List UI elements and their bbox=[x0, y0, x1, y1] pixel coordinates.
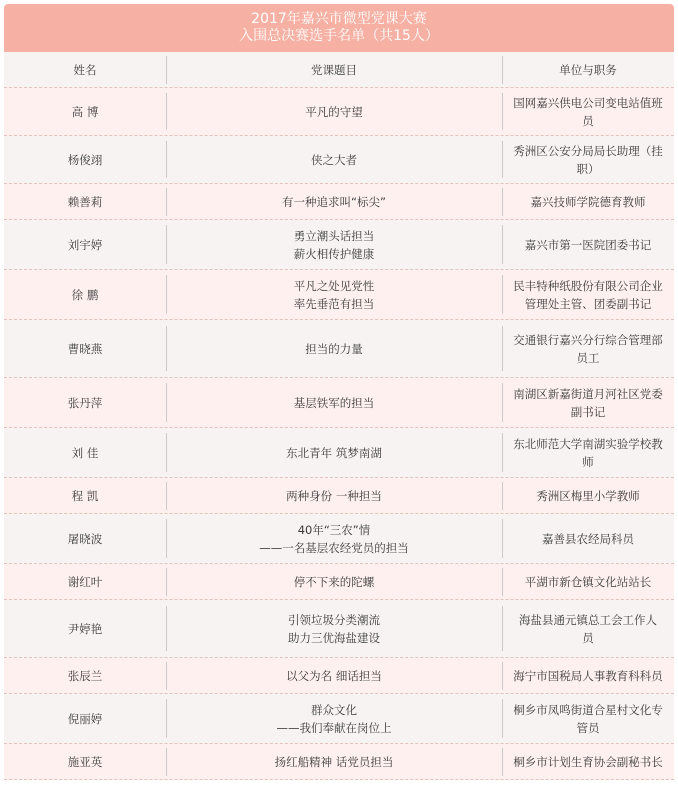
column-divider bbox=[166, 93, 167, 131]
unit-line: 师 bbox=[582, 454, 594, 469]
column-divider bbox=[166, 433, 167, 472]
cell-name: 张辰兰 bbox=[67, 668, 103, 683]
cell-topic bbox=[166, 744, 502, 779]
topic-line: ——我们奉献在岗位上 bbox=[276, 720, 392, 735]
column-divider bbox=[166, 275, 167, 314]
cell-unit bbox=[502, 184, 674, 219]
topic-line: 侠之大者 bbox=[311, 152, 357, 167]
table-row bbox=[4, 514, 674, 564]
table-row bbox=[4, 88, 674, 136]
topic-line: 担当的力量 bbox=[305, 341, 363, 356]
header-topic: 党课题目 bbox=[311, 62, 357, 77]
column-divider bbox=[502, 93, 503, 131]
unit-line: 南湖区新嘉街道月河社区党委 bbox=[513, 386, 663, 401]
table-row bbox=[4, 136, 674, 184]
column-divider bbox=[502, 606, 503, 652]
column-divider bbox=[166, 568, 167, 596]
cell-unit bbox=[502, 378, 674, 427]
cell-unit bbox=[502, 428, 674, 477]
topic-line: ——一名基层农经党员的担当 bbox=[259, 540, 409, 555]
column-divider bbox=[166, 748, 167, 776]
cell-unit bbox=[502, 270, 674, 319]
cell-unit bbox=[502, 478, 674, 513]
table-row bbox=[4, 320, 674, 378]
unit-line: 员 bbox=[582, 630, 594, 645]
topic-line: 两种身份 一种担当 bbox=[286, 488, 382, 503]
column-divider bbox=[166, 141, 167, 179]
unit-line: 交通银行嘉兴分行综合管理部 bbox=[513, 332, 663, 347]
unit-line: 管理处主管、团委副书记 bbox=[524, 296, 652, 311]
cell-unit bbox=[502, 564, 674, 599]
topic-line: 有一种追求叫“标尖” bbox=[282, 194, 386, 209]
table-row bbox=[4, 184, 674, 220]
cell-name: 倪丽婷 bbox=[67, 711, 103, 726]
cell-topic bbox=[166, 378, 502, 427]
cell-unit bbox=[502, 744, 674, 779]
unit-line: 员工 bbox=[576, 350, 600, 365]
cell-topic bbox=[166, 270, 502, 319]
unit-line: 民丰特种纸股份有限公司企业 bbox=[513, 278, 663, 293]
topic-line: 东北青年 筑梦南湖 bbox=[286, 445, 382, 460]
topic-line: 平凡的守望 bbox=[305, 104, 363, 119]
cell-unit bbox=[502, 658, 674, 693]
column-divider bbox=[166, 606, 167, 652]
table-title bbox=[4, 4, 674, 52]
cell-name: 谢红叶 bbox=[67, 574, 103, 589]
table-row bbox=[4, 378, 674, 428]
column-divider bbox=[502, 519, 503, 558]
cell-name: 曹晓燕 bbox=[67, 341, 103, 356]
topic-line: 停不下来的陀螺 bbox=[293, 574, 375, 589]
cell-unit bbox=[502, 514, 674, 563]
column-divider bbox=[502, 748, 503, 776]
column-divider bbox=[502, 56, 503, 84]
cell-name: 赖善莉 bbox=[67, 194, 103, 209]
column-divider bbox=[502, 482, 503, 510]
topic-line: 助力三优海盐建设 bbox=[288, 630, 380, 645]
unit-line: 秀洲区梅里小学教师 bbox=[536, 488, 640, 503]
topic-line: 以父为名 细话担当 bbox=[286, 668, 382, 683]
header-unit: 单位与职务 bbox=[559, 62, 617, 77]
cell-topic bbox=[166, 514, 502, 563]
cell-name: 尹婷艳 bbox=[67, 621, 103, 636]
title-line-1: 2017年嘉兴市微型党课大赛 bbox=[251, 11, 427, 27]
cell-name: 屠晓波 bbox=[67, 531, 103, 546]
column-divider bbox=[502, 225, 503, 264]
cell-topic bbox=[166, 658, 502, 693]
table-row bbox=[4, 270, 674, 320]
unit-line: 秀洲区公安分局局长助理（挂 bbox=[513, 143, 663, 158]
cell-name: 张丹萍 bbox=[67, 395, 103, 410]
unit-line: 职） bbox=[576, 161, 600, 176]
column-divider bbox=[502, 568, 503, 596]
unit-line: 副书记 bbox=[570, 404, 606, 419]
cell-unit bbox=[502, 136, 674, 183]
cell-unit bbox=[502, 88, 674, 135]
cell-name: 施亚英 bbox=[67, 754, 103, 769]
topic-line: 勇立潮头话担当 bbox=[293, 228, 375, 243]
topic-line: 基层铁军的担当 bbox=[293, 395, 375, 410]
column-divider bbox=[502, 275, 503, 314]
cell-name: 徐 鹏 bbox=[71, 287, 99, 302]
column-divider bbox=[166, 482, 167, 510]
topic-line: 40年“三农”情 bbox=[297, 522, 371, 537]
cell-topic bbox=[166, 88, 502, 135]
column-divider bbox=[166, 662, 167, 690]
unit-line: 桐乡市计划生育协会副秘书长 bbox=[513, 754, 663, 769]
table-row bbox=[4, 478, 674, 514]
header-name: 姓名 bbox=[73, 62, 97, 77]
unit-line: 海盐县通元镇总工会工作人 bbox=[519, 612, 657, 627]
cell-topic bbox=[166, 478, 502, 513]
column-divider bbox=[166, 519, 167, 558]
topic-line: 群众文化 bbox=[311, 702, 357, 717]
cell-unit bbox=[502, 600, 674, 657]
unit-line: 嘉兴技师学院德育教师 bbox=[530, 194, 646, 209]
cell-name: 杨俊翊 bbox=[67, 152, 103, 167]
unit-line: 员 bbox=[582, 113, 594, 128]
cell-name: 程 凯 bbox=[71, 488, 99, 503]
table-body bbox=[4, 88, 674, 780]
cell-topic bbox=[166, 320, 502, 377]
topic-line: 率先垂范有担当 bbox=[293, 296, 375, 311]
table-row bbox=[4, 600, 674, 658]
cell-topic bbox=[166, 428, 502, 477]
unit-line: 嘉兴市第一医院团委书记 bbox=[524, 237, 652, 252]
topic-line: 平凡之处见党性 bbox=[293, 278, 375, 293]
table-row bbox=[4, 744, 674, 780]
cell-name: 刘 佳 bbox=[71, 445, 99, 460]
finalist-table bbox=[4, 52, 674, 780]
cell-topic bbox=[166, 694, 502, 743]
column-divider bbox=[502, 383, 503, 422]
column-divider bbox=[166, 326, 167, 372]
cell-topic bbox=[166, 220, 502, 269]
unit-line: 嘉善县农经局科员 bbox=[542, 531, 634, 546]
table-row bbox=[4, 694, 674, 744]
column-divider bbox=[502, 326, 503, 372]
cell-unit bbox=[502, 320, 674, 377]
column-divider bbox=[502, 141, 503, 179]
cell-unit bbox=[502, 220, 674, 269]
table-row bbox=[4, 564, 674, 600]
table-row bbox=[4, 658, 674, 694]
column-divider bbox=[502, 188, 503, 216]
unit-line: 东北师范大学南湖实验学校教 bbox=[513, 436, 663, 451]
cell-name: 高 博 bbox=[71, 104, 99, 119]
column-divider bbox=[166, 225, 167, 264]
cell-topic bbox=[166, 600, 502, 657]
cell-topic bbox=[166, 564, 502, 599]
cell-unit bbox=[502, 694, 674, 743]
column-divider bbox=[166, 188, 167, 216]
unit-line: 海宁市国税局人事教育科科员 bbox=[513, 668, 663, 683]
table-row bbox=[4, 428, 674, 478]
topic-line: 扬红船精神 话党员担当 bbox=[274, 754, 394, 769]
unit-line: 平湖市新仓镇文化站站长 bbox=[524, 574, 652, 589]
cell-topic bbox=[166, 184, 502, 219]
topic-line: 薪火相传护健康 bbox=[293, 246, 375, 261]
column-divider bbox=[166, 383, 167, 422]
unit-line: 国网嘉兴供电公司变电站值班 bbox=[513, 95, 663, 110]
cell-name: 刘宇婷 bbox=[67, 237, 103, 252]
unit-line: 管员 bbox=[576, 720, 600, 735]
column-divider bbox=[166, 699, 167, 738]
column-divider bbox=[166, 56, 167, 84]
topic-line: 引领垃圾分类潮流 bbox=[288, 612, 380, 627]
title-line-2: 入围总决赛选手名单（共15人） bbox=[239, 28, 439, 44]
unit-line: 桐乡市凤鸣街道合星村文化专 bbox=[513, 702, 663, 717]
table-row bbox=[4, 220, 674, 270]
column-divider bbox=[502, 433, 503, 472]
column-divider bbox=[502, 662, 503, 690]
table-header-row bbox=[4, 52, 674, 88]
column-divider bbox=[502, 699, 503, 738]
cell-topic bbox=[166, 136, 502, 183]
